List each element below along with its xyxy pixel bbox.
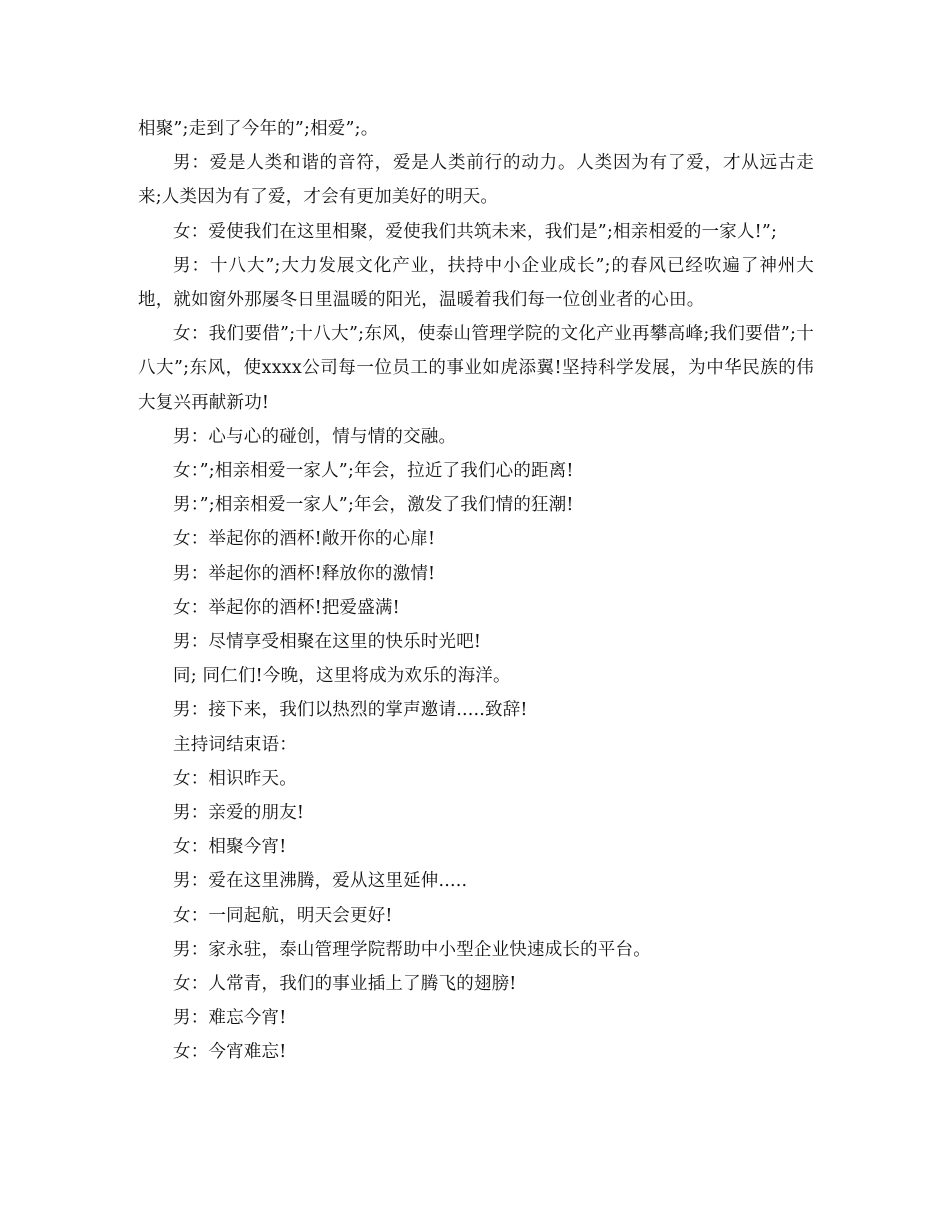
paragraph-female-east-wind: 女：我们要借”;十八大”;东风，使泰山管理学院的文化产业再攀高峰;我们要借”;十八大”;东风，使xxxx公司每一位员工的事业如虎添翼!坚持科学发展，为中华民族的伟大复兴再献新功!: [138, 324, 814, 413]
paragraph-together-colleagues: 同; 同仁们!今晚，这里将成为欢乐的海洋。: [173, 666, 511, 687]
paragraph-male-unforgettable: 男：难忘今宵!: [173, 1008, 287, 1029]
paragraph-female-unforgettable: 女：今宵难忘!: [173, 1042, 287, 1063]
document-body: [138, 112, 814, 1070]
paragraph-continuation: 相聚”;走到了今年的”;相爱”;。: [138, 119, 379, 139]
paragraph-female-yesterday: 女：相识昨天。: [173, 768, 297, 789]
paragraph-female-tonight: 女：相聚今宵!: [173, 837, 287, 858]
paragraph-female-raise-cup-3: 女：举起你的酒杯!把爱盛满!: [173, 597, 400, 618]
paragraph-male-love-harmony: 男：爱是人类和谐的音符，爱是人类前行的动力。人类因为有了爱，才从远古走来;人类因为有了爱，才会有更加美好的明天。: [138, 153, 814, 208]
paragraph-female-evergreen: 女：人常青，我们的事业插上了腾飞的翅膀!: [173, 974, 517, 995]
paragraph-male-eighteenth-congress: 男：十八大”;大力发展文化产业，扶持中小企业成长”;的春风已经吹遍了神州大地，就如窗外那屡冬日里温暖的阳光，温暖着我们每一位创业者的心田。: [138, 255, 814, 311]
paragraph-female-family: 女：爱使我们在这里相聚，爱使我们共筑未来，我们是”;相亲相爱的一家人!”;: [173, 221, 778, 242]
paragraph-male-love-boiling: 男：爱在这里沸腾，爱从这里延伸.....: [173, 871, 468, 892]
paragraph-male-friends: 男：亲爱的朋友!: [173, 803, 305, 824]
paragraph-male-annual-meeting: 男：”;相亲相爱一家人”;年会，激发了我们情的狂潮!: [173, 495, 574, 516]
paragraph-male-invite-speech: 男：接下来，我们以热烈的掌声邀请.....致辞!: [173, 700, 528, 721]
paragraph-female-set-sail: 女：一同起航，明天会更好!: [173, 905, 393, 926]
paragraph-female-raise-cup-1: 女：举起你的酒杯!敞开你的心扉!: [173, 529, 436, 550]
paragraph-male-hearts: 男：心与心的碰创，情与情的交融。: [173, 426, 457, 447]
paragraph-male-platform: 男：家永驻，泰山管理学院帮助中小型企业快速成长的平台。: [173, 939, 651, 960]
paragraph-male-raise-cup-2: 男：举起你的酒杯!释放你的激情!: [173, 563, 436, 584]
section-heading-closing: 主持词结束语：: [173, 734, 297, 755]
paragraph-male-enjoy: 男：尽情享受相聚在这里的快乐时光吧!: [173, 632, 482, 653]
paragraph-female-annual-meeting: 女：”;相亲相爱一家人”;年会，拉近了我们心的距离!: [173, 461, 574, 482]
